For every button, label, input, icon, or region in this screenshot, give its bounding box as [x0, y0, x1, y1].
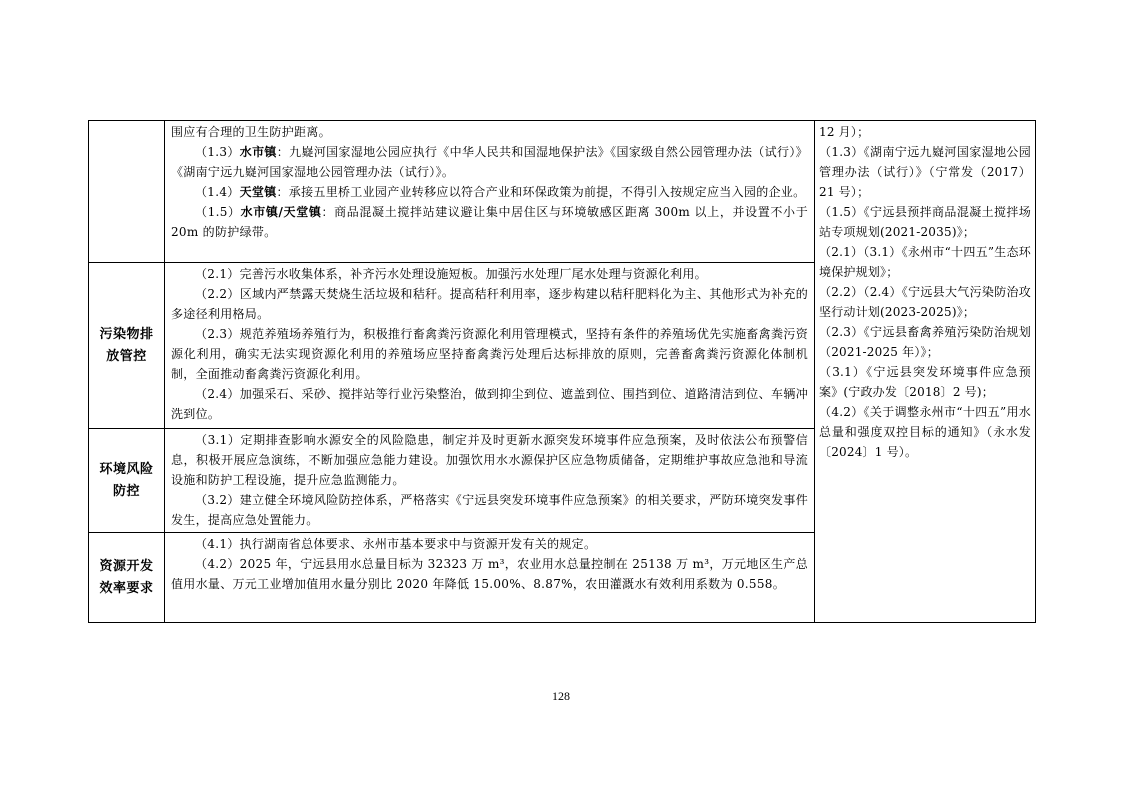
- reference-item: （4.2）《关于调整永州市“十四五”用水总量和强度双控目标的通知》（永水发〔2024〕1 号）。: [819, 405, 1031, 459]
- paragraph: （2.1）完善污水收集体系，补齐污水处理设施短板。加强污水处理厂尾水处理与资源化利用。: [195, 267, 707, 281]
- paragraph: （2.4）加强采石、采砂、搅拌站等行业污染整治，做到抑尘到位、遮盖到位、围挡到位、道路清洁到位、车辆冲洗到位。: [171, 387, 808, 421]
- reference-item: （2.2）（2.4）《宁远县大气污染防治攻坚行动计划(2023-2025)》；: [819, 285, 1031, 319]
- town-keyword: 水市镇: [239, 145, 277, 159]
- reference-item: 12 月）；: [819, 125, 870, 139]
- paragraph: （2.2）区域内严禁露天焚烧生活垃圾和秸秆。提高秸秆利用率，逐步构建以秸秆肥料化为主、其他形式为补充的多途径利用格局。: [171, 287, 808, 321]
- paragraph: 围应有合理的卫生防护距离。: [171, 125, 331, 139]
- reference-item: （3.1）《宁远县突发环境事件应急预案》(宁政办发〔2018〕2 号)；: [819, 365, 1031, 399]
- paragraph: （1.3）水市镇：九嶷河国家湿地公园应执行《中华人民共和国湿地保护法》《国家级自然公园管理办法（试行）》《湖南宁远九嶷河国家湿地公园管理办法（试行）》。: [171, 145, 808, 179]
- paragraph: （1.4）天堂镇：承接五里桥工业园产业转移应以符合产业和环保政策为前提，不得引入按规定应当入园的企业。: [195, 185, 806, 199]
- category-label: 污染物排放管控: [99, 326, 154, 364]
- content-cell: [165, 121, 815, 263]
- reference-item: （2.1）（3.1）《永州市“十四五”生态环境保护规划》；: [819, 245, 1031, 279]
- paragraph: （4.1）执行湖南省总体要求、永州市基本要求中与资源开发有关的规定。: [195, 537, 597, 551]
- references-cell: [815, 121, 1036, 623]
- paragraph: （1.5）水市镇/天堂镇：商品混凝土搅拌站建议避让集中居住区与环境敏感区距离 300m 以上，并设置不小于 20m 的防护绿带。: [171, 205, 808, 239]
- category-cell: [89, 429, 165, 533]
- requirements-table: [88, 120, 1036, 623]
- table-row: [89, 121, 1036, 263]
- category-label: 环境风险防控: [99, 461, 154, 499]
- reference-item: （1.5）《宁远县预拌商品混凝土搅拌场站专项规划(2021-2035)》；: [819, 205, 1031, 239]
- category-cell: [89, 533, 165, 623]
- category-label: 资源开发效率要求: [99, 558, 154, 596]
- paragraph: （3.2）建立健全环境风险防控体系，严格落实《宁远县突发环境事件应急预案》的相关要求，严防环境突发事件发生，提高应急处置能力。: [171, 493, 808, 527]
- content-cell: [165, 429, 815, 533]
- paragraph: （3.1）定期排查影响水源安全的风险隐患，制定并及时更新水源突发环境事件应急预案，及时依法公布预警信息，积极开展应急演练，不断加强应急能力建设。加强饮用水水源保护区应急物质储备，定期维护事故应急池和导流设施和防护工程设施，提升应急监测能力。: [171, 433, 808, 487]
- town-keyword: 天堂镇: [239, 185, 277, 199]
- category-cell-empty: [89, 121, 165, 263]
- page-number: 128: [552, 689, 570, 703]
- reference-item: （1.3）《湖南宁远九嶷河国家湿地公园管理办法（试行）》（宁常发（2017）21 号）；: [819, 145, 1031, 199]
- paragraph: （2.3）规范养殖场养殖行为，积极推行畜禽粪污资源化利用管理模式，坚持有条件的养殖场优先实施畜禽粪污资源化利用，确实无法实现资源化利用的养殖场应坚持畜禽粪污处理后达标排放的原则，完善畜禽粪污资源化体制机制，全面推动畜禽粪污资源化利用。: [171, 327, 808, 381]
- paragraph: （4.2）2025 年，宁远县用水总量目标为 32323 万 m³，农业用水总量控制在 25138 万 m³，万元地区生产总值用水量、万元工业增加值用水量分别比 2020 年降低 15.00%、8.87%，农田灌溉水有效利用系数为 0.558。: [171, 557, 808, 591]
- content-cell: [165, 263, 815, 429]
- content-cell: [165, 533, 815, 623]
- town-keyword: 水市镇/天堂镇: [240, 205, 322, 219]
- reference-item: （2.3）《宁远县畜禽养殖污染防治规划（2021-2025 年）》；: [819, 325, 1031, 359]
- category-cell: [89, 263, 165, 429]
